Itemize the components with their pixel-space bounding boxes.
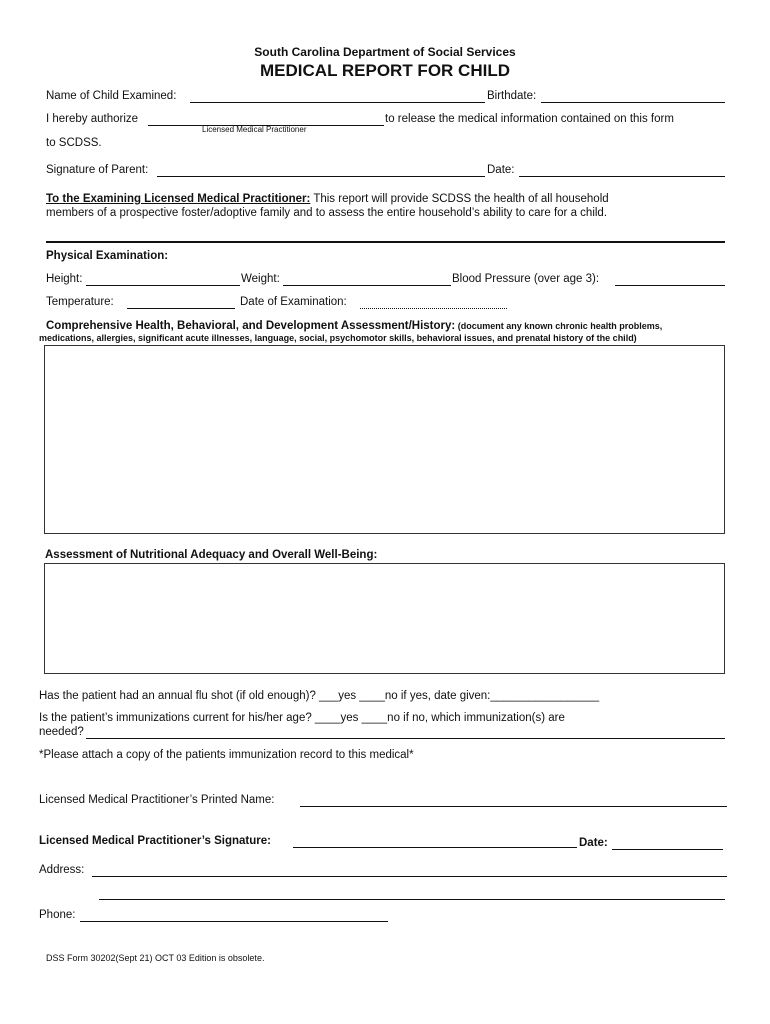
assessment-heading-line (46, 320, 662, 332)
section-divider (46, 241, 725, 243)
nutrition-heading: Assessment of Nutritional Adequacy and Overall Well-Being: (45, 549, 378, 561)
phone-field[interactable] (80, 921, 388, 922)
height-label: Height: (46, 273, 83, 285)
parent-date-field[interactable] (519, 176, 725, 177)
authorize-label: I hereby authorize (46, 113, 139, 125)
temperature-label: Temperature: (46, 296, 114, 308)
child-name-field[interactable] (190, 102, 485, 103)
weight-field[interactable] (283, 285, 451, 286)
instructions-line-1 (46, 193, 609, 205)
parent-signature-label: Signature of Parent: (46, 164, 149, 176)
release-text: to release the medical information contained on this form (385, 113, 674, 125)
blood-pressure-label: Blood Pressure (over age 3): (452, 273, 600, 285)
weight-label: Weight: (241, 273, 280, 285)
address-field-line-1[interactable] (92, 876, 727, 877)
assessment-heading: Comprehensive Health, Behavioral, and Development Assessment/History: (46, 320, 456, 332)
practitioner-date-field[interactable] (612, 849, 723, 850)
child-name-label: Name of Child Examined: (46, 90, 177, 102)
practitioner-signature-field[interactable] (293, 847, 577, 848)
parent-signature-field[interactable] (157, 176, 485, 177)
assessment-note-2: medications, allergies, significant acute illnesses, language, social, psychomotor skills, behavioral issues, and prenatal history of the child) (39, 333, 637, 343)
printed-name-label: Licensed Medical Practitioner’s Printed Name: (39, 794, 275, 806)
practitioner-caption: Licensed Medical Practitioner (202, 125, 307, 134)
phone-label: Phone: (39, 909, 76, 921)
flu-shot-question: Has the patient had an annual flu shot (if old enough)? ___yes ____no if yes, date given:_________________ (39, 690, 600, 702)
address-label: Address: (39, 864, 85, 876)
immunization-needed-label: needed? (39, 726, 84, 738)
address-field-line-2[interactable] (99, 899, 725, 900)
agency-name: South Carolina Department of Social Services (254, 45, 516, 59)
exam-date-label: Date of Examination: (240, 296, 347, 308)
birthdate-label: Birthdate: (487, 90, 537, 102)
birthdate-field[interactable] (541, 102, 725, 103)
instructions-heading: To the Examining Licensed Medical Practitioner: (46, 193, 311, 205)
immunization-question: Is the patient’s immunizations current for his/her age? ____yes ____no if no, which immunization(s) are (39, 712, 565, 724)
printed-name-field[interactable] (300, 806, 727, 807)
blood-pressure-field[interactable] (615, 285, 725, 286)
parent-date-label: Date: (487, 164, 515, 176)
temperature-field[interactable] (127, 308, 235, 309)
nutrition-text-area[interactable] (44, 563, 725, 674)
instructions-text-2: members of a prospective foster/adoptive family and to assess the entire household’s ability to care for a child. (46, 207, 608, 219)
assessment-note-1: (document any known chronic health problems, (455, 321, 663, 331)
form-footer: DSS Form 30202(Sept 21) OCT 03 Edition is obsolete. (46, 953, 265, 963)
height-field[interactable] (86, 285, 240, 286)
immunization-needed-field[interactable] (86, 738, 725, 739)
practitioner-signature-label: Licensed Medical Practitioner’s Signature: (39, 835, 271, 847)
assessment-text-area[interactable] (44, 345, 725, 534)
physical-exam-heading: Physical Examination: (46, 250, 169, 262)
instructions-text-1: This report will provide SCDSS the health of all household (310, 193, 609, 205)
attach-record-note: *Please attach a copy of the patients immunization record to this medical* (39, 749, 414, 761)
practitioner-date-label: Date: (579, 837, 608, 849)
release-text-2: to SCDSS. (46, 137, 102, 149)
exam-date-field[interactable] (360, 308, 507, 309)
form-title: MEDICAL REPORT FOR CHILD (260, 61, 510, 80)
